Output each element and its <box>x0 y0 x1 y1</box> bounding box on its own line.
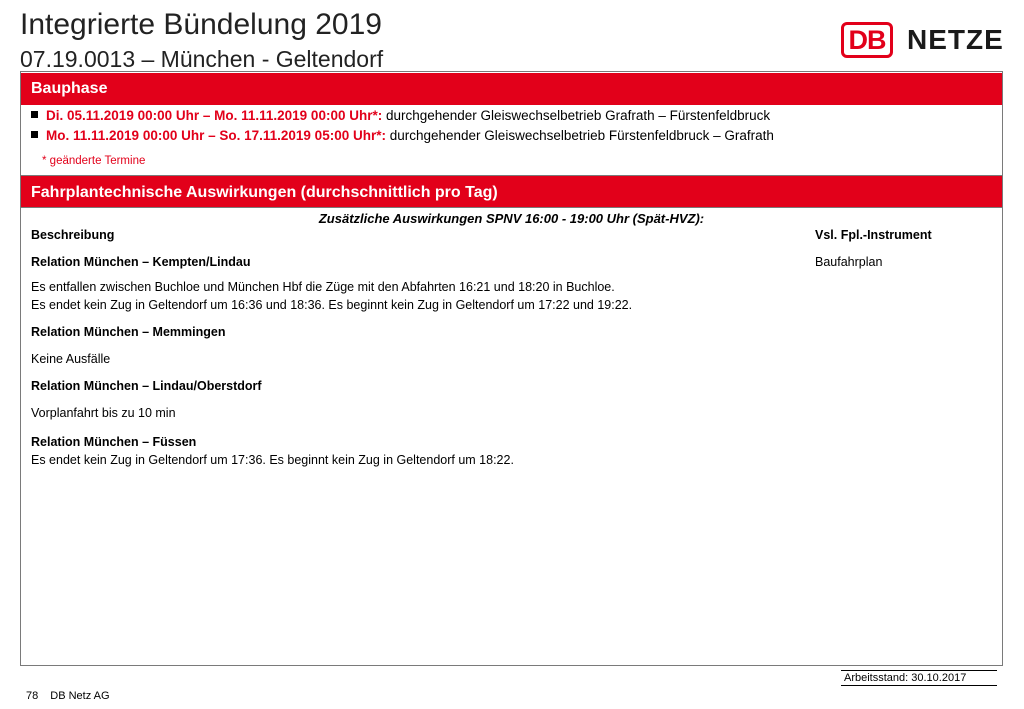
auswirkungen-subtitle: Zusätzliche Auswirkungen SPNV 16:00 - 19:00 Uhr (Spät-HVZ): <box>318 211 705 226</box>
footer-company: DB Netz AG <box>50 690 110 702</box>
page-title: Integrierte Bündelung 2019 <box>20 8 382 41</box>
page-subtitle: 07.19.0013 – München - Geltendorf <box>20 46 384 72</box>
bauphase-period: Mo. 11.11.2019 00:00 Uhr – So. 17.11.2019 05:00 Uhr*: <box>46 128 386 143</box>
relation-name: Relation München – Füssen <box>31 435 197 449</box>
bauphase-text: durchgehender Gleiswechselbetrieb Fürstenfeldbruck – Grafrath <box>389 128 774 143</box>
auswirkungen-heading: Fahrplantechnische Auswirkungen (durchschnittlich pro Tag) <box>21 175 1002 208</box>
square-bullet-icon <box>31 131 38 138</box>
relation-name: Relation München – Memmingen <box>31 325 226 339</box>
footer <box>26 690 110 702</box>
relation-text-line: Keine Ausfälle <box>31 352 111 366</box>
relation-text-line: Es endet kein Zug in Geltendorf um 16:36 und 18:36. Es beginnt kein Zug in Geltendorf um 17:22 und 19:22. <box>31 298 633 312</box>
relation-text-line: Es entfallen zwischen Buchloe und München Hbf die Züge mit den Abfahrten 16:21 und 18:20 in Buchloe. <box>31 280 615 294</box>
bauphase-item <box>31 128 774 144</box>
changed-dates-note: * geänderte Termine <box>42 155 146 167</box>
bauphase-text: durchgehender Gleiswechselbetrieb Grafrath – Fürstenfeldbruck <box>385 108 771 123</box>
content-frame <box>20 71 1003 666</box>
square-bullet-icon <box>31 111 38 118</box>
bauphase-item <box>31 108 770 124</box>
relation-instrument: Baufahrplan <box>815 255 883 269</box>
column-header-instrument: Vsl. Fpl.-Instrument <box>815 228 932 242</box>
relation-text-line: Es endet kein Zug in Geltendorf um 17:36. Es beginnt kein Zug in Geltendorf um 18:22. <box>31 453 514 467</box>
page-number: 78 <box>26 690 39 702</box>
bauphase-heading: Bauphase <box>21 73 1002 105</box>
relation-name: Relation München – Kempten/Lindau <box>31 255 251 269</box>
db-logo-icon: DB <box>841 22 893 58</box>
netze-wordmark: NETZE <box>907 24 1004 55</box>
arbeitsstand: Arbeitsstand: 30.10.2017 <box>841 670 997 686</box>
relation-text-line: Vorplanfahrt bis zu 10 min <box>31 406 176 420</box>
bauphase-period: Di. 05.11.2019 00:00 Uhr – Mo. 11.11.2019 00:00 Uhr*: <box>46 108 383 123</box>
relation-name: Relation München – Lindau/Oberstdorf <box>31 379 262 393</box>
db-netze-logo <box>841 19 1004 61</box>
column-header-beschreibung: Beschreibung <box>31 228 115 242</box>
